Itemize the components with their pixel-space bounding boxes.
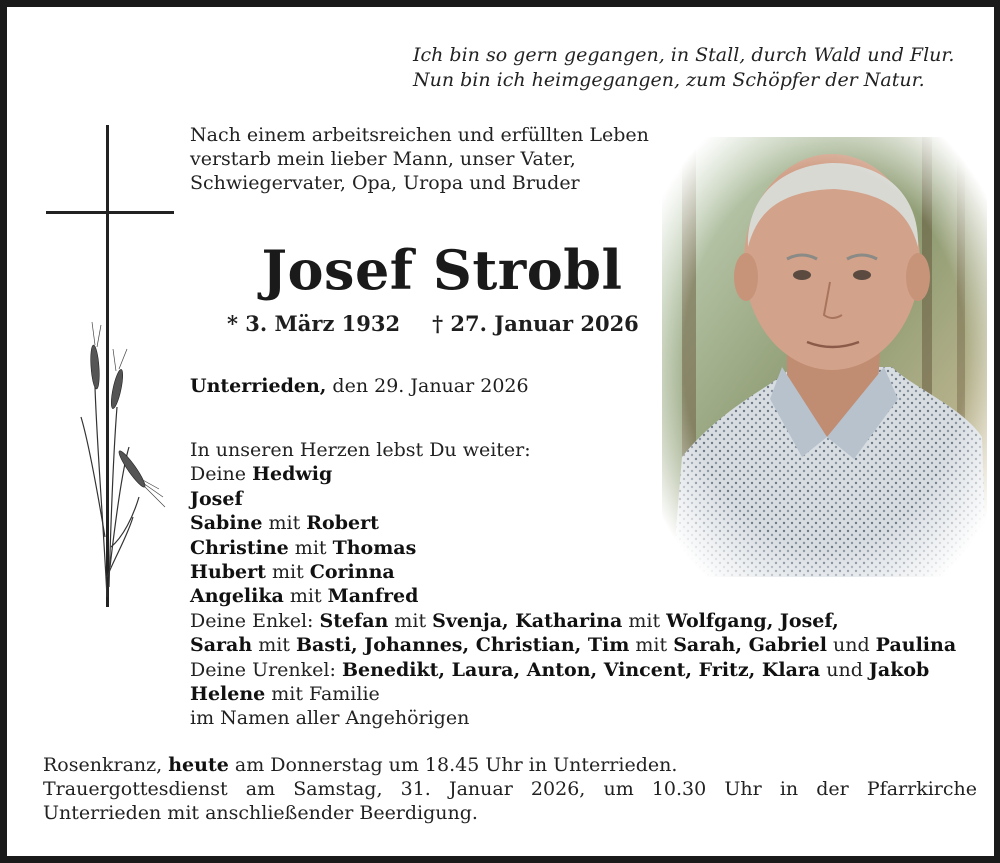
mourners-heading: In unseren Herzen lebst Du weiter: [190,439,531,461]
funeral-line: Unterrieden mit anschließender Beerdigung. [43,802,478,824]
intro-line: Nach einem arbeitsreichen und erfüllten Leben [190,124,649,146]
list-item: Sarah mit Basti, Johannes, Christian, Tim mit Sarah, Gabriel und Paulina [190,634,957,657]
place: Unterrieden, [190,375,327,397]
list-item: Deine Hedwig [190,463,333,486]
place-date [190,373,529,399]
list-item: Sabine mit Robert [190,512,379,535]
birth-date: * 3. März 1932 [227,311,401,336]
list-item: Helene mit Familie [190,683,380,706]
list-item: Deine Urenkel: Benedikt, Laura, Anton, Vincent, Fritz, Klara und Jakob [190,658,930,681]
funeral-line: Trauergottesdienst am Samstag, 31. Januar 2026, um 10.30 Uhr in der Pfarrkirche [43,778,977,800]
mourners-closing: im Namen aller Angehörigen [190,707,470,730]
poem [413,43,988,93]
poem-line: Ich bin so gern gegangen, in Stall, durch Wald und Flur. [413,44,955,66]
list-item: Deine Enkel: Stefan mit Svenja, Katharina mit Wolfgang, Josef, [190,609,839,632]
deceased-name: Josef Strobl [261,238,623,302]
death-date: † 27. Januar 2026 [432,311,639,336]
intro-text [190,123,670,195]
rosary-line: Rosenkranz, heute am Donnerstag um 18.45 Uhr in Unterrieden. [43,754,678,776]
list-item: Angelika mit Manfred [190,585,419,608]
service-info [43,753,977,825]
life-dates [227,309,687,339]
intro-line: Schwiegervater, Opa, Uropa und Bruder [190,172,580,194]
mourners-list [190,438,990,731]
intro-line: verstarb mein lieber Mann, unser Vater, [190,148,576,170]
list-item: Christine mit Thomas [190,536,417,559]
date: den 29. Januar 2026 [326,375,529,397]
list-item: Josef [190,487,243,510]
list-item: Hubert mit Corinna [190,561,395,584]
poem-line: Nun bin ich heimgegangen, zum Schöpfer der Natur. [413,69,925,91]
cross-with-wheat-icon [37,117,187,617]
